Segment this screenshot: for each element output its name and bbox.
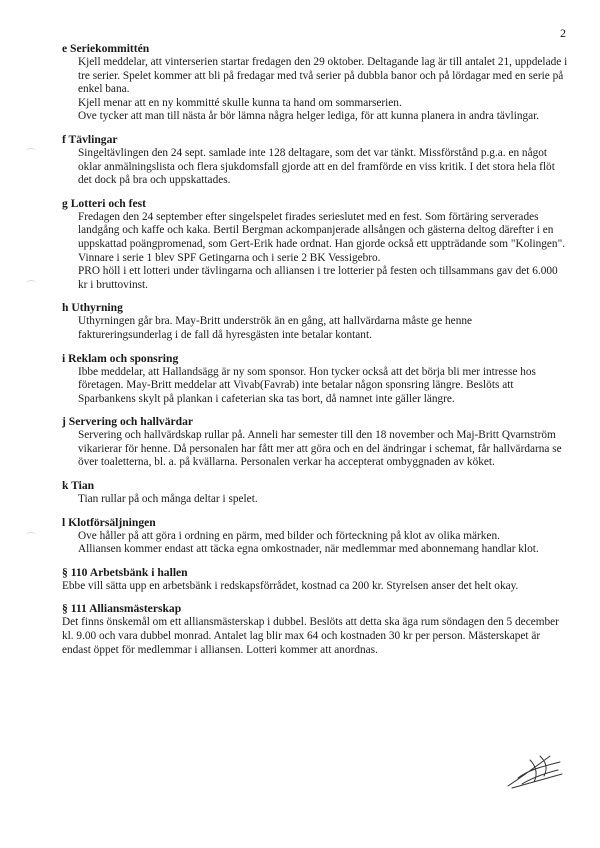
minutes-section <box>62 133 568 188</box>
handwritten-signature <box>500 748 570 793</box>
section-heading: h Uthyrning <box>62 301 123 315</box>
section-paragraph: Det finns önskemål om ett alliansmästerskap i dubbel. Beslöts att detta ska äga rum söndagen den 5 december kl. 9.00 och vara dubbel monrad. Antalet lag blir max 64 och kostnaden 30 kr per person. Mästerskapet är endast öppet för medlemmar i alliansen. Lotteri kommer att anordnas. <box>62 616 559 656</box>
minutes-section <box>62 42 568 124</box>
section-paragraph: Ove håller på att göra i ordning en pärm, med bilder och förteckning på klot av olika märken. <box>78 529 500 542</box>
section-heading: § 111 Alliansmästerskap <box>62 602 182 616</box>
section-body <box>62 616 568 657</box>
section-heading: § 110 Arbetsbänk i hallen <box>62 565 188 579</box>
minutes-section <box>62 516 568 557</box>
section-heading: f Tävlingar <box>62 132 118 146</box>
section-paragraph: Fredagen den 24 september efter singelspelet firades serieslutet med en fest. Som förtäring serverades landgång och kaffe och kaka. Bertil Bergman ackompanjerade allsången och gästerna deltog därefter i en uppskattad poängpromenad, som Gert-Erik hade ordnat. Han gjorde också ett uppträdande som "Kolingen". <box>78 210 566 250</box>
section-heading: l Klotförsäljningen <box>62 515 156 529</box>
section-body <box>78 366 568 407</box>
minutes-section <box>62 352 568 407</box>
punch-hole-mark <box>26 148 36 155</box>
section-body <box>78 493 568 507</box>
section-paragraph: Alliansen kommer endast att täcka egna omkostnader, när medlemmar med abonnemang handlar klot. <box>78 543 539 556</box>
section-paragraph: Ebbe vill sätta upp en arbetsbänk i redskapsförrådet, kostnad ca 200 kr. Styrelsen anser det helt okay. <box>62 579 519 592</box>
section-paragraph: Kjell menar att en ny kommitté skulle kunna ta hand om sommarserien. <box>78 96 402 109</box>
punch-hole-mark <box>26 532 36 539</box>
section-body <box>78 315 568 342</box>
punch-hole-mark <box>26 280 36 287</box>
section-heading: k Tian <box>62 479 95 493</box>
section-heading: e Seriekommittén <box>62 42 150 55</box>
section-body <box>62 580 568 594</box>
section-paragraph: PRO höll i ett lotteri under tävlingarna och alliansen i tre lotterier på festen och tillsammans gav det 6.000 kr i bruttovinst. <box>78 265 558 291</box>
section-paragraph: Singeltävlingen den 24 sept. samlade inte 128 deltagare, som det var tänkt. Missförstånd p.g.a. en något oklar anmälningslista och flera sjukdomsfall gjorde att en del framförde en viss kritik. I det stora hela flöt det dock på bra och uppskattades. <box>78 146 555 187</box>
section-body <box>78 147 568 188</box>
section-paragraph: Tian rullar på och många deltar i spelet. <box>78 493 258 506</box>
minutes-section <box>62 479 568 507</box>
minutes-section <box>62 415 568 470</box>
section-heading: j Servering och hallvärdar <box>62 415 194 429</box>
document-body <box>62 42 568 666</box>
minutes-section <box>62 197 568 293</box>
section-paragraph: Vinnare i serie 1 blev SPF Getingarna och i serie 2 BK Vessigebro. <box>78 251 381 264</box>
section-body <box>78 211 568 293</box>
section-paragraph: Kjell meddelar, att vinterserien startar fredagen den 29 oktober. Deltagande lag är till antalet 21, uppdelade i tre serier. Spelet kommer att bli på fredagar med två serier på dubbla banor och på lördagar med en serie på enkel bana. <box>78 56 568 96</box>
section-body <box>78 429 568 470</box>
minutes-section <box>62 301 568 342</box>
section-paragraph: Ove tycker att man till nästa år bör lämna några helger lediga, för att kunna planera in andra tävlingar. <box>78 110 540 123</box>
minutes-section <box>62 566 568 594</box>
minutes-section <box>62 602 568 657</box>
section-paragraph: Ibbe meddelar, att Hallandsägg är ny som sponsor. Hon tycker också att det börja bli mer intresse hos företagen. May-Britt meddelar att Vivab(Favrab) inte betalar någon sponsring längre. Beslöts att Sparbankens skylt på plankan i cafeterian ska tas bort, då namnet inte gäller längre. <box>78 365 536 405</box>
section-paragraph: Uthyrningen går bra. May-Britt underströk än en gång, att hallvärdarna måste ge henne faktureringsunderlag i de fall då hyresgästen inte betalar kontant. <box>78 315 473 341</box>
section-body <box>78 56 568 124</box>
section-heading: g Lotteri och fest <box>62 196 147 210</box>
page-number: 2 <box>560 26 566 40</box>
section-body <box>78 530 568 557</box>
section-heading: i Reklam och sponsring <box>62 351 179 365</box>
section-paragraph: Servering och hallvärdskap rullar på. Anneli har semester till den 18 november och Maj-Britt Qvarnström vikarierar för henne. Då personalen har fått mer att göra och en del ändringar i schemat, får hallvärdarna se över toaletterna, bl. a. på kvällarna. Personalen verkar ha accepterat ombyggnaden av köket. <box>78 429 562 469</box>
